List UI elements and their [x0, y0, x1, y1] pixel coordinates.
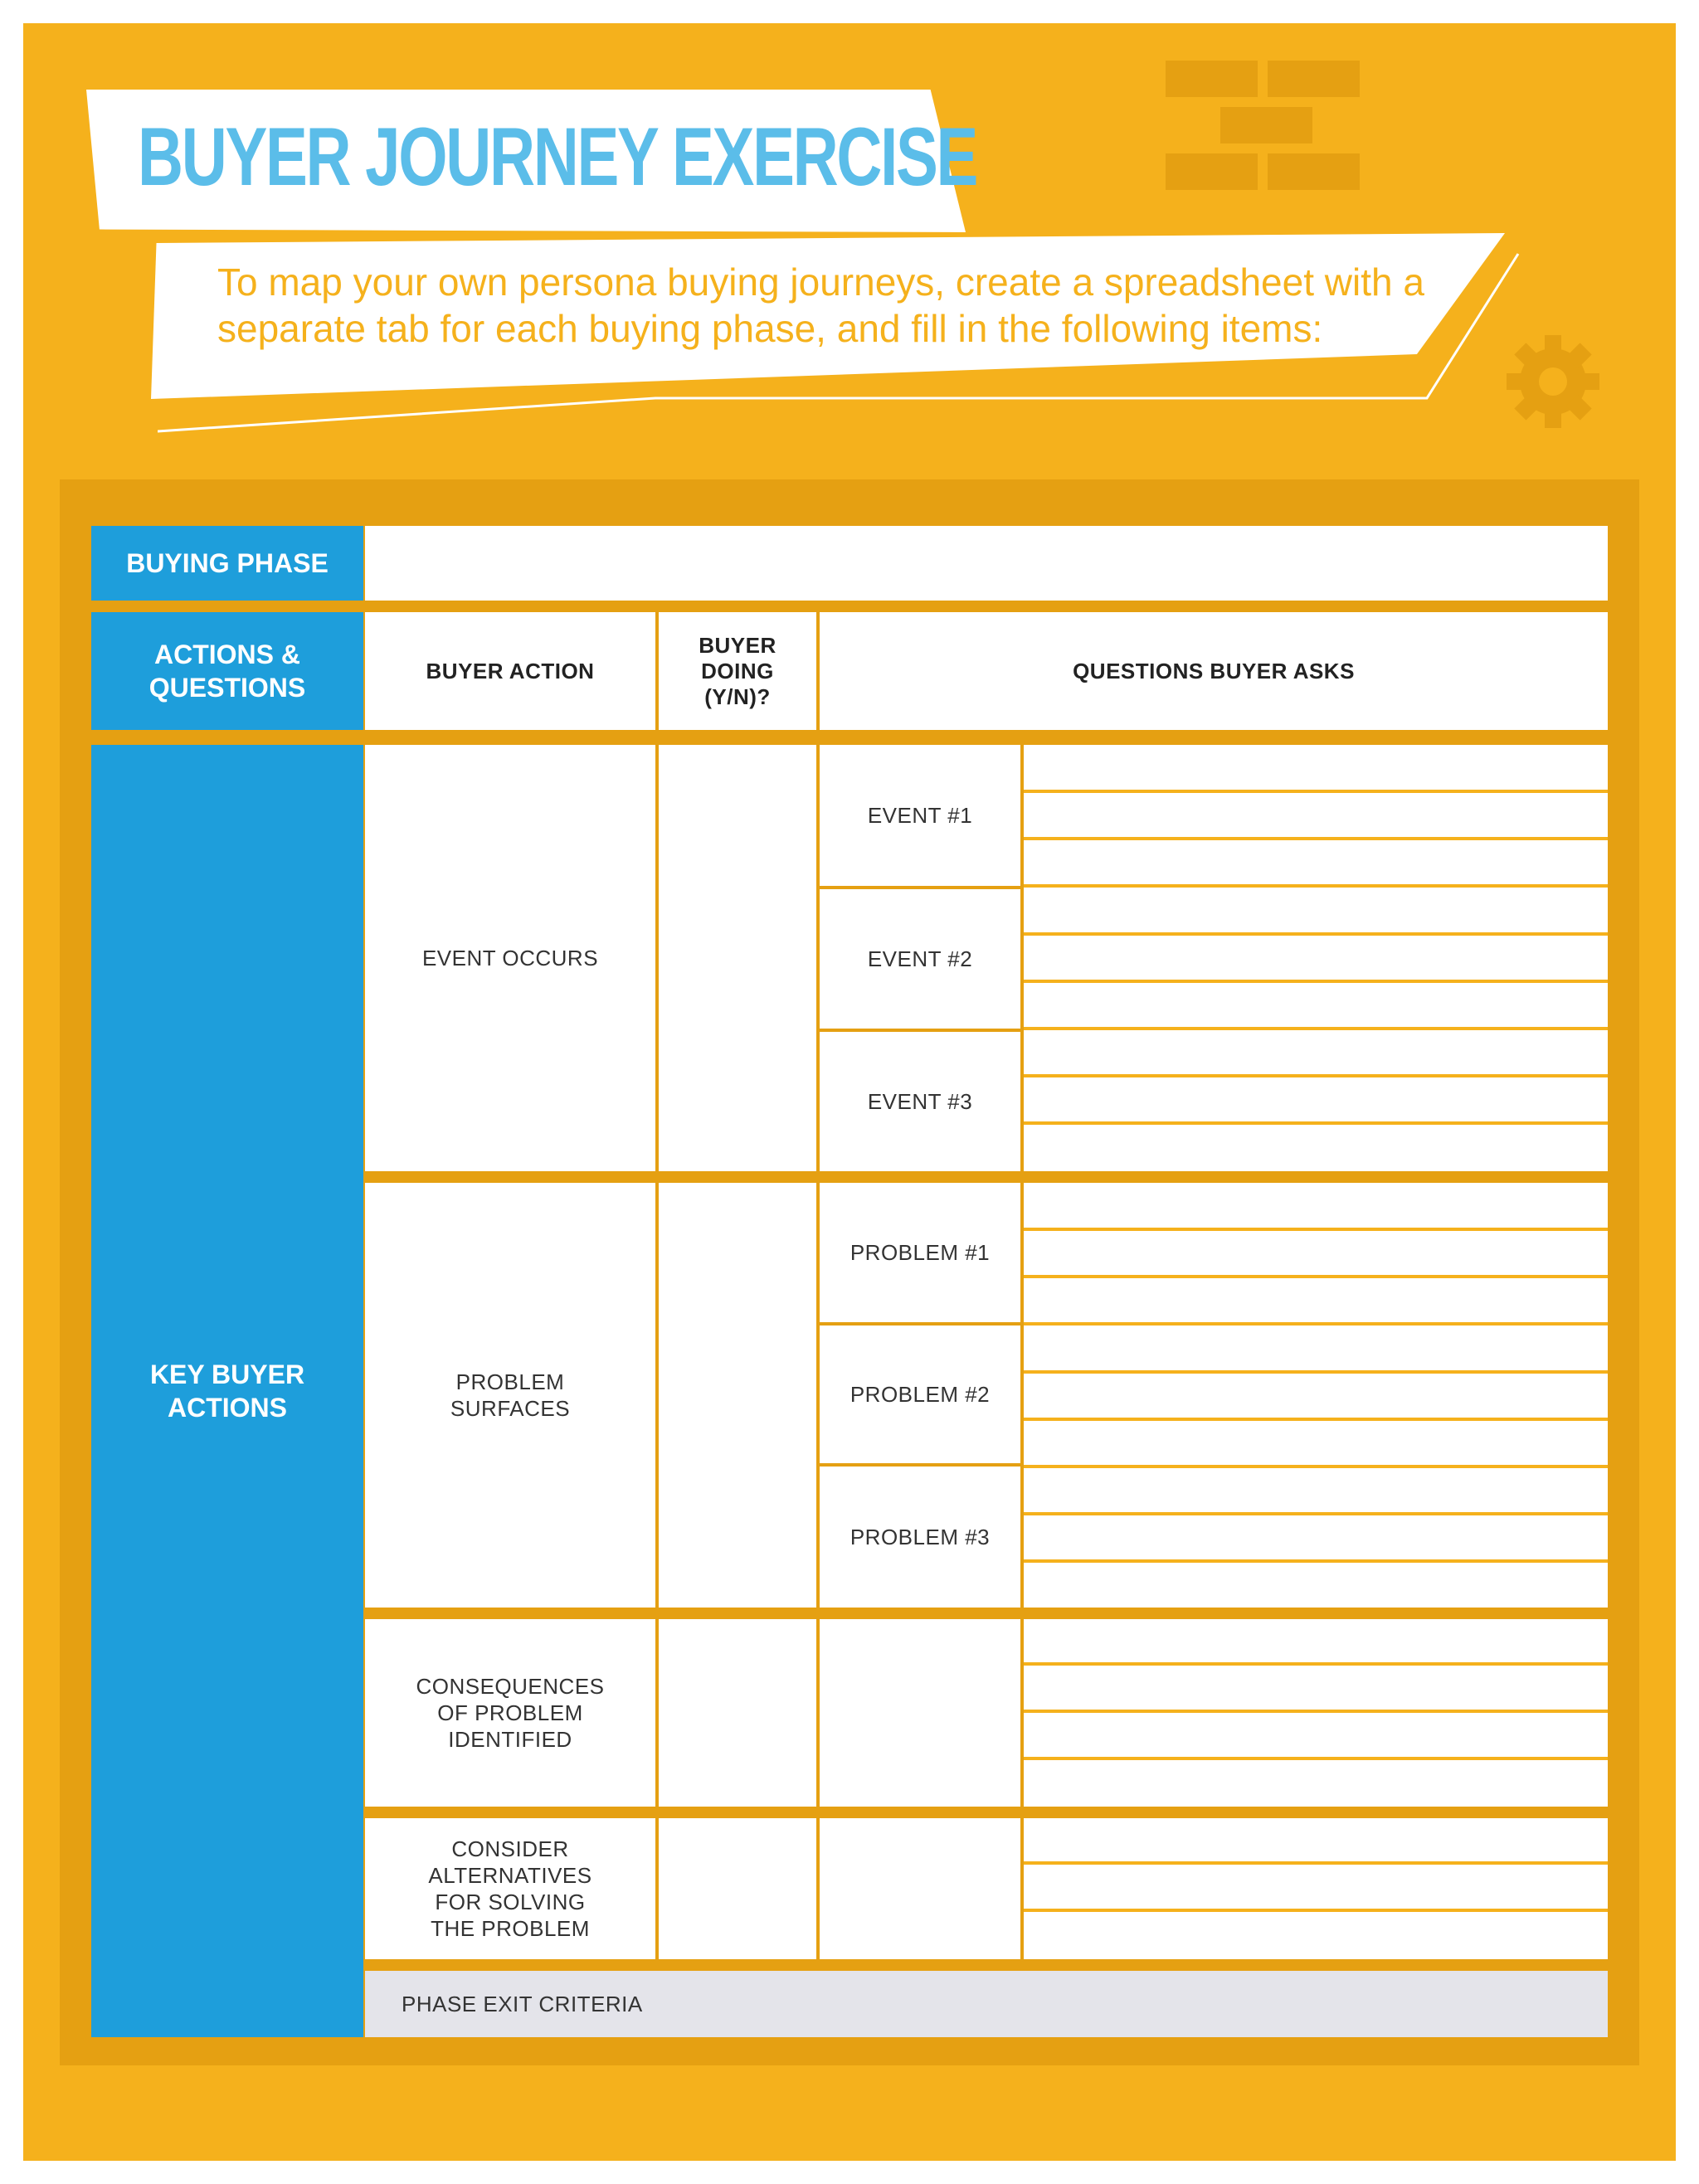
buying-phase-label: BUYING PHASE	[91, 526, 363, 601]
action-problem-surfaces: PROBLEM SURFACES	[365, 1183, 655, 1608]
intro-text: To map your own persona buying journeys, create a spreadsheet with a separate tab for each buying phase, and fill in the following items:	[217, 260, 1424, 350]
event-label: EVENT #2	[820, 889, 1020, 1029]
action-consider-alternatives: CONSIDER ALTERNATIVES FOR SOLVING THE PROBLEM	[365, 1818, 655, 1959]
questions-answer-area[interactable]	[1024, 745, 1608, 1171]
key-buyer-actions-label: KEY BUYER ACTIONS	[91, 745, 363, 2037]
page-title: BUYER JOURNEY EXERCISE	[138, 110, 977, 202]
action-consequences: CONSEQUENCES OF PROBLEM IDENTIFIED	[365, 1619, 655, 1807]
questions-answer-area[interactable]	[1024, 1183, 1608, 1608]
buying-phase-input[interactable]	[365, 526, 1608, 601]
buyer-doing-input[interactable]	[659, 1183, 816, 1608]
buyer-journey-table	[91, 526, 1608, 2037]
event-label: EVENT #3	[820, 1032, 1020, 1171]
problem-label: PROBLEM #2	[820, 1325, 1020, 1463]
item-empty-cell[interactable]	[820, 1818, 1020, 1959]
questions-answer-area[interactable]	[1024, 1619, 1608, 1807]
questions-answer-area[interactable]	[1024, 1818, 1608, 1959]
buyer-doing-input[interactable]	[659, 745, 816, 1171]
buyer-action-header: BUYER ACTION	[365, 612, 655, 730]
event-label: EVENT #1	[820, 745, 1020, 886]
buyer-doing-input[interactable]	[659, 1818, 816, 1959]
problem-label: PROBLEM #1	[820, 1183, 1020, 1322]
problem-label: PROBLEM #3	[820, 1467, 1020, 1608]
item-empty-cell[interactable]	[820, 1619, 1020, 1807]
action-event-occurs: EVENT OCCURS	[365, 745, 655, 1171]
actions-questions-label: ACTIONS & QUESTIONS	[91, 612, 363, 730]
buyer-doing-input[interactable]	[659, 1619, 816, 1807]
phase-exit-criteria[interactable]: PHASE EXIT CRITERIA	[365, 1971, 1608, 2037]
buyer-doing-header: BUYER DOING (Y/N)?	[659, 612, 816, 730]
questions-header: QUESTIONS BUYER ASKS	[820, 612, 1608, 730]
